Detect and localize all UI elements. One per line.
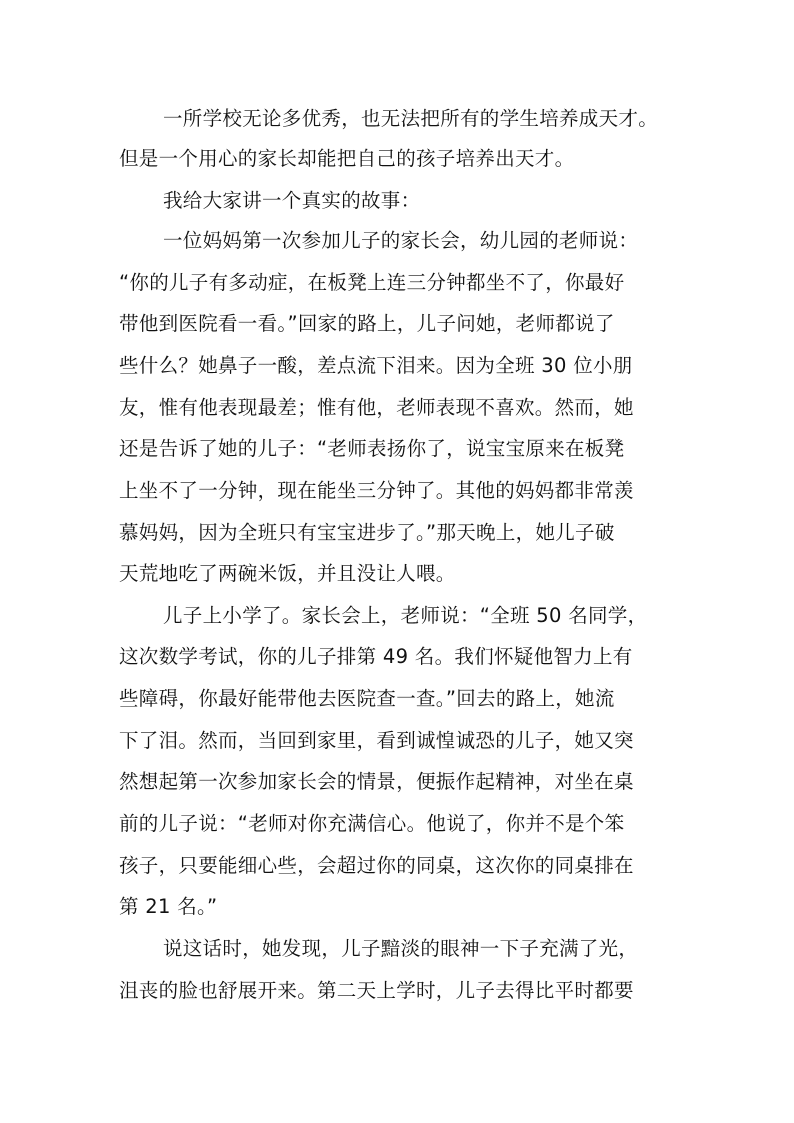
text-line: 我给大家讲一个真实的故事： (163, 189, 421, 212)
text-line: 说这话时，她发现，儿子黯淡的眼神一下子充满了光， (163, 937, 639, 960)
text-line: 慕妈妈，因为全班只有宝宝进步了。”那天晚上，她儿子破 (119, 521, 615, 544)
text-line: 这次数学考试，你的儿子排第 49 名。我们怀疑他智力上有 (119, 645, 633, 668)
text-line: 第 21 名。” (119, 895, 218, 918)
text-line: 些什么？她鼻子一酸，差点流下泪来。因为全班 30 位小朋 (119, 354, 633, 377)
text-line: 一位妈妈第一次参加儿子的家长会，幼儿园的老师说： (163, 229, 639, 252)
text-line: 然想起第一次参加家长会的情景，便振作起精神，对坐在桌 (119, 770, 634, 793)
text-line: 天荒地吃了两碗米饭，并且没让人喂。 (119, 562, 456, 585)
text-line: 一所学校无论多优秀，也无法把所有的学生培养成天才。 (163, 107, 659, 130)
text-line: 但是一个用心的家长却能把自己的孩子培养出天才。 (119, 147, 575, 170)
text-line: 下了泪。然而，当回到家里，看到诚惶诚恐的儿子，她又突 (119, 729, 634, 752)
text-line: 前的儿子说：“老师对你充满信心。他说了，你并不是个笨 (119, 812, 625, 835)
text-line: 沮丧的脸也舒展开来。第二天上学时，儿子去得比平时都要 (119, 979, 634, 1002)
text-line: 友，惟有他表现最差；惟有他，老师表现不喜欢。然而，她 (119, 396, 634, 419)
text-line: “你的儿子有多动症，在板凳上连三分钟都坐不了，你最好 (119, 271, 625, 294)
text-line: 上坐不了一分钟，现在能坐三分钟了。其他的妈妈都非常羡 (119, 479, 634, 502)
text-line: 带他到医院看一看。”回家的路上，儿子问她，老师都说了 (119, 312, 615, 335)
text-line: 些障碍，你最好能带他去医院查一查。”回去的路上，她流 (119, 687, 615, 710)
text-line: 还是告诉了她的儿子：“老师表扬你了，说宝宝原来在板凳 (119, 437, 625, 460)
text-line: 孩子，只要能细心些，会超过你的同桌，这次你的同桌排在 (119, 854, 634, 877)
text-line: 儿子上小学了。家长会上，老师说：“全班 50 名同学， (163, 604, 648, 627)
